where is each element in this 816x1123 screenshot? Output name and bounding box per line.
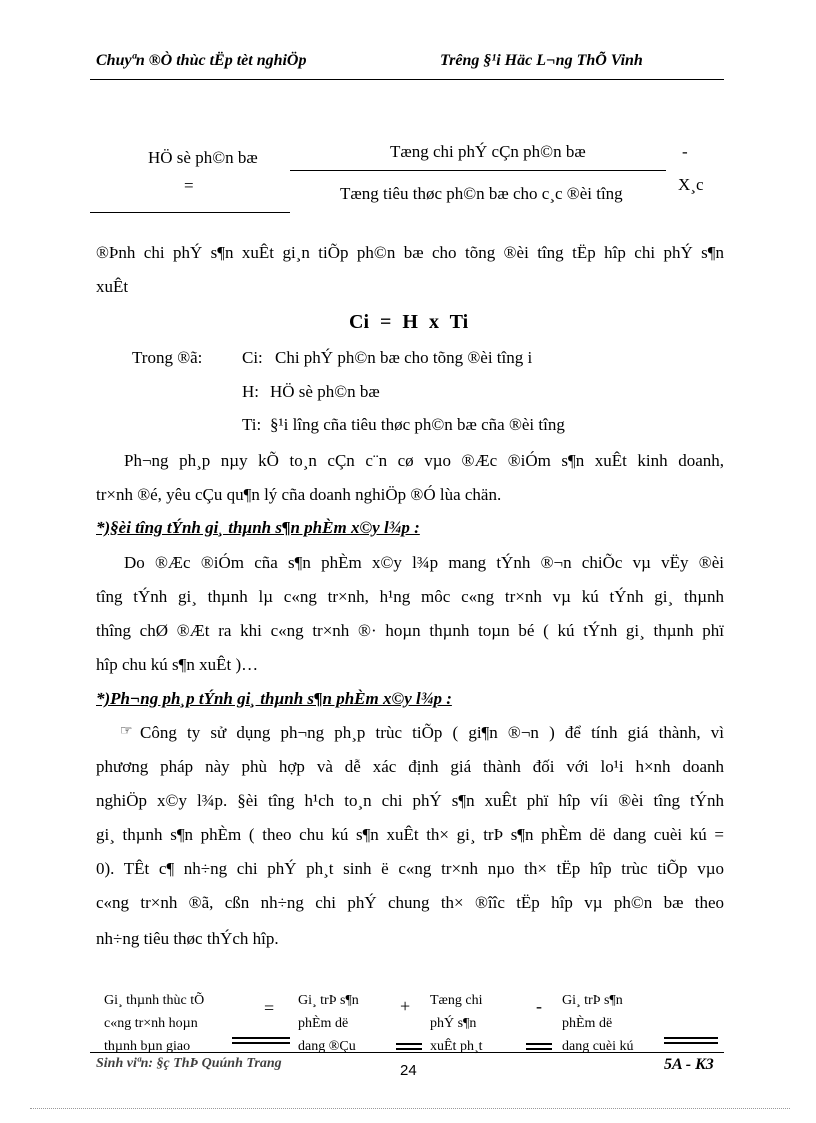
section-heading-object: *)§èi tîng tÝnh gi¸ thµnh s¶n phÈm x©y l¾p : — [96, 518, 420, 537]
paragraph4-line1: Công ty sử dụng ph¬ng ph¸p trùc tiÕp ( gi¶n ®¬n ) để tính giá thành, vì — [140, 723, 724, 742]
legend-sym-ti: Ti: — [242, 415, 262, 434]
bottom-col2 — [298, 989, 359, 1058]
paragraph4-line7: nh÷ng tiêu thøc thÝch hîp. — [96, 929, 279, 948]
bottom-col2-line3: dang ®Çu — [298, 1039, 356, 1054]
bottom-col1-line3: thµnh bµn giao — [104, 1039, 191, 1054]
paragraph1-line2: xuÊt — [96, 277, 129, 296]
bottom-col2-line1: Gi¸ trÞ s¶n — [298, 993, 359, 1008]
legend-desc-ti: §¹i lîng cña tiêu thøc ph©n bæ cña ®èi tîng — [270, 415, 565, 434]
header-rule — [90, 79, 724, 80]
ratio-xc: X¸c — [678, 175, 704, 194]
bottom-plus: + — [400, 996, 411, 1016]
ratio-numerator: Tæng chi phÝ cÇn ph©n bæ — [390, 142, 586, 161]
ratio-denominator: Tæng tiêu thøc ph©n bæ cho c¸c ®èi tîng — [340, 184, 623, 203]
paragraph3-line2: tîng tÝnh gi¸ thµnh lµ c«ng tr×nh, h¹ng môc c«ng tr×nh vµ kú tÝnh gi¸ thµnh — [96, 587, 724, 606]
connector-rule-2 — [396, 1043, 422, 1050]
paragraph4-line3: nghiÖp x©y l¾p. §èi tîng h¹ch to¸n chi phÝ s¶n xuÊt phï hîp víi ®èi tîng tÝnh — [96, 791, 724, 810]
ratio-equals: = — [184, 176, 194, 195]
paragraph3-line4: hîp chu kú s¶n xuÊt )… — [96, 655, 259, 674]
bottom-col1-line2: c«ng tr×nh hoµn — [104, 1016, 198, 1031]
bottom-col4 — [562, 989, 634, 1058]
bottom-col3-line1: Tæng chi — [430, 993, 483, 1008]
paragraph4-line4: gi¸ thµnh s¶n phÈm ( theo chu kú s¶n xuÊt th× gi¸ trÞ s¶n phÈm dë dang cuèi kú = — [96, 825, 724, 844]
legend-desc-ci: Chi phÝ ph©n bæ cho tõng ®èi tîng i — [275, 348, 533, 367]
paragraph3-line1: Do ®Æc ®iÓm cña s¶n phÈm x©y l¾p mang tÝnh ®¬n chiÕc vµ vËy ®èi — [124, 553, 724, 572]
connector-rule-1 — [232, 1037, 290, 1044]
bottom-equals: = — [264, 998, 275, 1018]
paragraph4-line6: c«ng tr×nh ®ã, cßn nh÷ng chi phÝ chung th× ®îîc tËp hîp vµ ph©n bæ theo — [96, 893, 724, 912]
paragraph4-line2: phương pháp này phù hợp và dễ xác định giá thành đối với lo¹i h×nh doanh — [96, 757, 724, 776]
footer-right: 5A - K3 — [664, 1056, 714, 1073]
page-number: 24 — [400, 1062, 417, 1079]
footer-left: Sinh viªn: §ç ThÞ Quúnh Trang — [96, 1056, 282, 1071]
section-heading-method: *)Ph¬ng ph¸p tÝnh gi¸ thµnh s¶n phÈm x©y l¾p : — [96, 689, 452, 708]
hand-pointer-icon: ☞ — [120, 724, 133, 739]
legend-intro: Trong ®ã: — [132, 348, 203, 367]
paragraph2-line2: tr×nh ®é, yêu cÇu qu¶n lý cña doanh nghiÖp ®Ó lùa chän. — [96, 485, 502, 504]
legend-desc-h: HÖ sè ph©n bæ — [270, 382, 380, 401]
main-formula: Ci = H x Ti — [349, 311, 469, 333]
bottom-col4-line3: dang cuèi kú — [562, 1039, 634, 1054]
bottom-col3-line3: xuÊt ph¸t — [430, 1039, 483, 1054]
footer-rule — [90, 1052, 724, 1053]
bottom-col4-line2: phÈm dë — [562, 1016, 613, 1031]
bottom-col1 — [104, 989, 204, 1058]
connector-rule-3 — [526, 1043, 552, 1050]
fraction-bar — [290, 170, 666, 171]
paragraph2-line1: Ph¬ng ph¸p nµy kÕ to¸n cÇn c¨n cø vµo ®Æc ®iÓm s¶n xuÊt kinh doanh, — [124, 451, 724, 470]
header-left: Chuyªn ®Ò thùc tËp tèt nghiÖp — [96, 52, 307, 69]
legend-sym-h: H: — [242, 382, 259, 401]
ratio-dash: - — [682, 142, 688, 161]
paragraph1-line1: ®Þnh chi phÝ s¶n xuÊt gi¸n tiÕp ph©n bæ cho tõng ®èi tîng tËp hîp chi phÝ s¶n — [96, 243, 724, 262]
paragraph4-line5: 0). TÊt c¶ nh÷ng chi phÝ ph¸t sinh ë c«ng tr×nh nµo th× tËp hîp trùc tiÕp vµo — [96, 859, 724, 878]
bottom-col2-line2: phÈm dë — [298, 1016, 349, 1031]
bottom-col3-line2: phÝ s¶n — [430, 1016, 477, 1031]
bottom-minus: - — [536, 996, 542, 1016]
page-bottom-border — [30, 1108, 790, 1109]
bottom-col3 — [430, 989, 483, 1058]
ratio-label-rule — [90, 212, 290, 213]
header-right: Trêng §¹i Häc L¬ng ThÕ Vinh — [440, 52, 643, 69]
legend-sym-ci: Ci: — [242, 348, 263, 367]
bottom-col1-line1: Gi¸ thµnh thùc tÕ — [104, 993, 205, 1008]
bottom-col4-line1: Gi¸ trÞ s¶n — [562, 993, 623, 1008]
connector-rule-4 — [664, 1037, 718, 1044]
ratio-label: HÖ sè ph©n bæ — [148, 148, 258, 167]
paragraph3-line3: thîng chØ ®Æt ra khi c«ng tr×nh ®· hoµn thµnh toµn bé ( kú tÝnh gi¸ thµnh phï — [96, 621, 724, 640]
